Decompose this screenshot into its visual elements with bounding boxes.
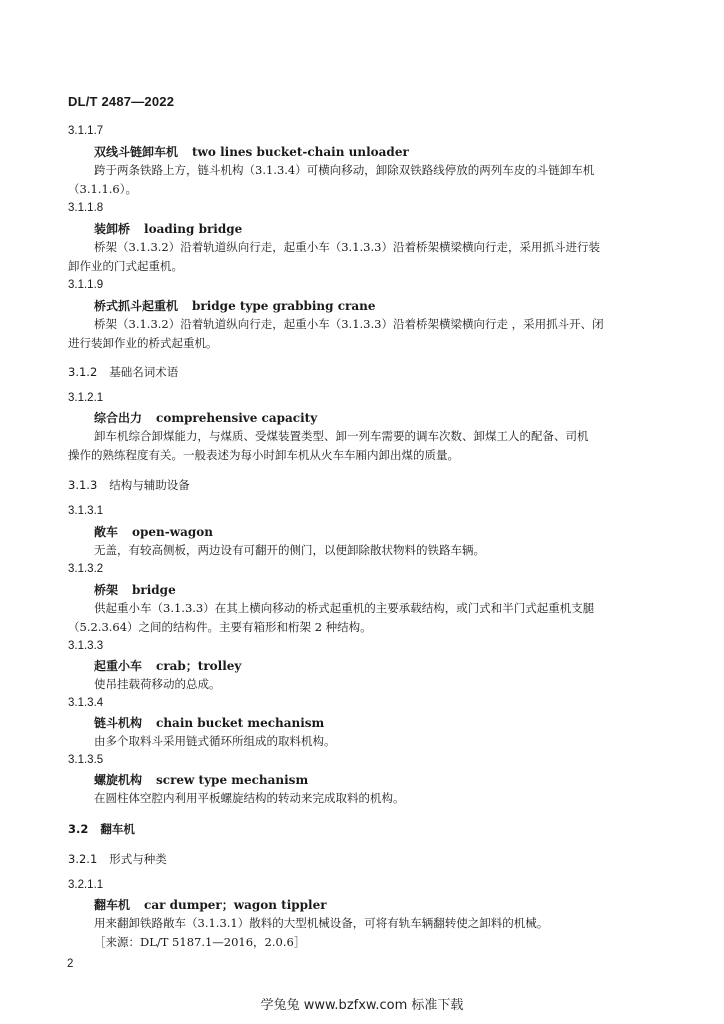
term-definition: 卸车机综合卸煤能力，与煤质、受煤装置类型、卸一列车需要的调车次数、卸煤工人的配备、司机 (94, 429, 589, 443)
term-heading (94, 409, 317, 426)
term-heading (94, 581, 176, 598)
term-number: 3.1.3.4 (68, 697, 104, 709)
page-number: 2 (67, 958, 74, 970)
term-heading (94, 771, 308, 788)
term-definition: 跨于两条铁路上方，链斗机构（3.1.3.4）可横向移动，卸除双铁路线停放的两列车皮的斗链卸车机 (94, 163, 595, 177)
term-english: loading bridge (144, 222, 243, 236)
term-english: bridge type grabbing crane (192, 299, 376, 313)
term-english: open-wagon (132, 525, 213, 539)
section-number: 3.2.1 (68, 852, 98, 866)
term-number: 3.1.1.8 (68, 202, 104, 214)
term-heading (94, 220, 242, 237)
term-chinese: 桥式抓斗起重机 (94, 299, 179, 313)
term-english: crab；trolley (156, 659, 242, 673)
section-title: 翻车机 (100, 822, 135, 836)
term-definition-cont: （3.1.1.6）。 (68, 182, 137, 196)
term-definition: 在圆柱体空腔内利用平板螺旋结构的转动来完成取料的机构。 (94, 791, 405, 805)
term-source: ［来源：DL/T 5187.1—2016，2.0.6］ (94, 935, 306, 949)
term-definition: 无盖，有较高侧板，两边设有可翻开的侧门，以便卸除散状物料的铁路车辆。 (94, 543, 485, 557)
section-heading (68, 851, 167, 867)
section-title: 形式与种类 (109, 852, 167, 866)
term-definition-cont: 操作的熟练程度有关。一般表述为每小时卸车机从火车车厢内卸出煤的质量。 (68, 448, 459, 462)
term-heading (94, 657, 241, 674)
document-id: DL/T 2487—2022 (68, 94, 175, 109)
term-number: 3.1.3.1 (68, 505, 104, 517)
section-number: 3.2 (68, 822, 89, 836)
term-definition-cont: （5.2.3.64）之间的结构件。主要有箱形和桁架 2 种结构。 (68, 620, 372, 634)
section-number: 3.1.2 (68, 365, 98, 379)
term-chinese: 敞车 (94, 525, 119, 539)
footer-watermark: 学兔兔 www.bzfxw.com 标准下载 (260, 998, 464, 1013)
section-number: 3.1.3 (68, 478, 98, 492)
term-english: bridge (132, 583, 176, 597)
term-chinese: 链斗机构 (94, 716, 143, 730)
section-heading (68, 477, 190, 493)
term-heading (94, 297, 375, 314)
term-heading (94, 896, 327, 913)
term-english: screw type mechanism (156, 773, 309, 787)
term-definition: 用来翻卸铁路敞车（3.1.3.1）散料的大型机械设备，可将有轨车辆翻转使之卸料的机械。 (94, 916, 549, 930)
section-title: 基础名词术语 (109, 365, 179, 379)
term-heading (94, 523, 213, 540)
term-definition: 使吊挂载荷移动的总成。 (94, 677, 221, 691)
term-english: chain bucket mechanism (156, 716, 325, 730)
section-heading (68, 821, 135, 837)
term-definition-cont: 卸作业的门式起重机。 (68, 259, 183, 273)
term-definition-cont: 进行装卸作业的桥式起重机。 (68, 336, 218, 350)
term-chinese: 装卸桥 (94, 222, 131, 236)
term-number: 3.1.2.1 (68, 392, 104, 404)
term-chinese: 综合出力 (94, 411, 143, 425)
term-number: 3.1.1.7 (68, 125, 104, 137)
term-number: 3.1.3.3 (68, 640, 104, 652)
term-definition: 供起重小车（3.1.3.3）在其上横向移动的桥式起重机的主要承载结构，或门式和半门式起重机支腿 (94, 601, 595, 615)
term-definition: 桥架（3.1.3.2）沿着轨道纵向行走，起重小车（3.1.3.3）沿着桥架横梁横向行走 ，采用抓斗开、闭 (94, 317, 604, 331)
term-number: 3.2.1.1 (68, 879, 104, 891)
term-number: 3.1.3.5 (68, 754, 104, 766)
term-english: comprehensive capacity (156, 411, 318, 425)
term-heading (94, 143, 409, 160)
term-chinese: 起重小车 (94, 659, 143, 673)
term-chinese: 螺旋机构 (94, 773, 143, 787)
term-chinese: 翻车机 (94, 898, 131, 912)
term-english: car dumper；wagon tippler (144, 898, 327, 912)
term-number: 3.1.3.2 (68, 563, 104, 575)
term-chinese: 双线斗链卸车机 (94, 145, 179, 159)
section-title: 结构与辅助设备 (109, 478, 190, 492)
section-heading (68, 364, 178, 380)
term-definition: 由多个取料斗采用链式循环所组成的取料机构。 (94, 734, 336, 748)
term-heading (94, 714, 324, 731)
term-definition: 桥架（3.1.3.2）沿着轨道纵向行走，起重小车（3.1.3.3）沿着桥架横梁横向行走，采用抓斗进行装 (94, 240, 600, 254)
term-number: 3.1.1.9 (68, 279, 104, 291)
term-chinese: 桥架 (94, 583, 119, 597)
term-english: two lines bucket-chain unloader (192, 145, 409, 159)
